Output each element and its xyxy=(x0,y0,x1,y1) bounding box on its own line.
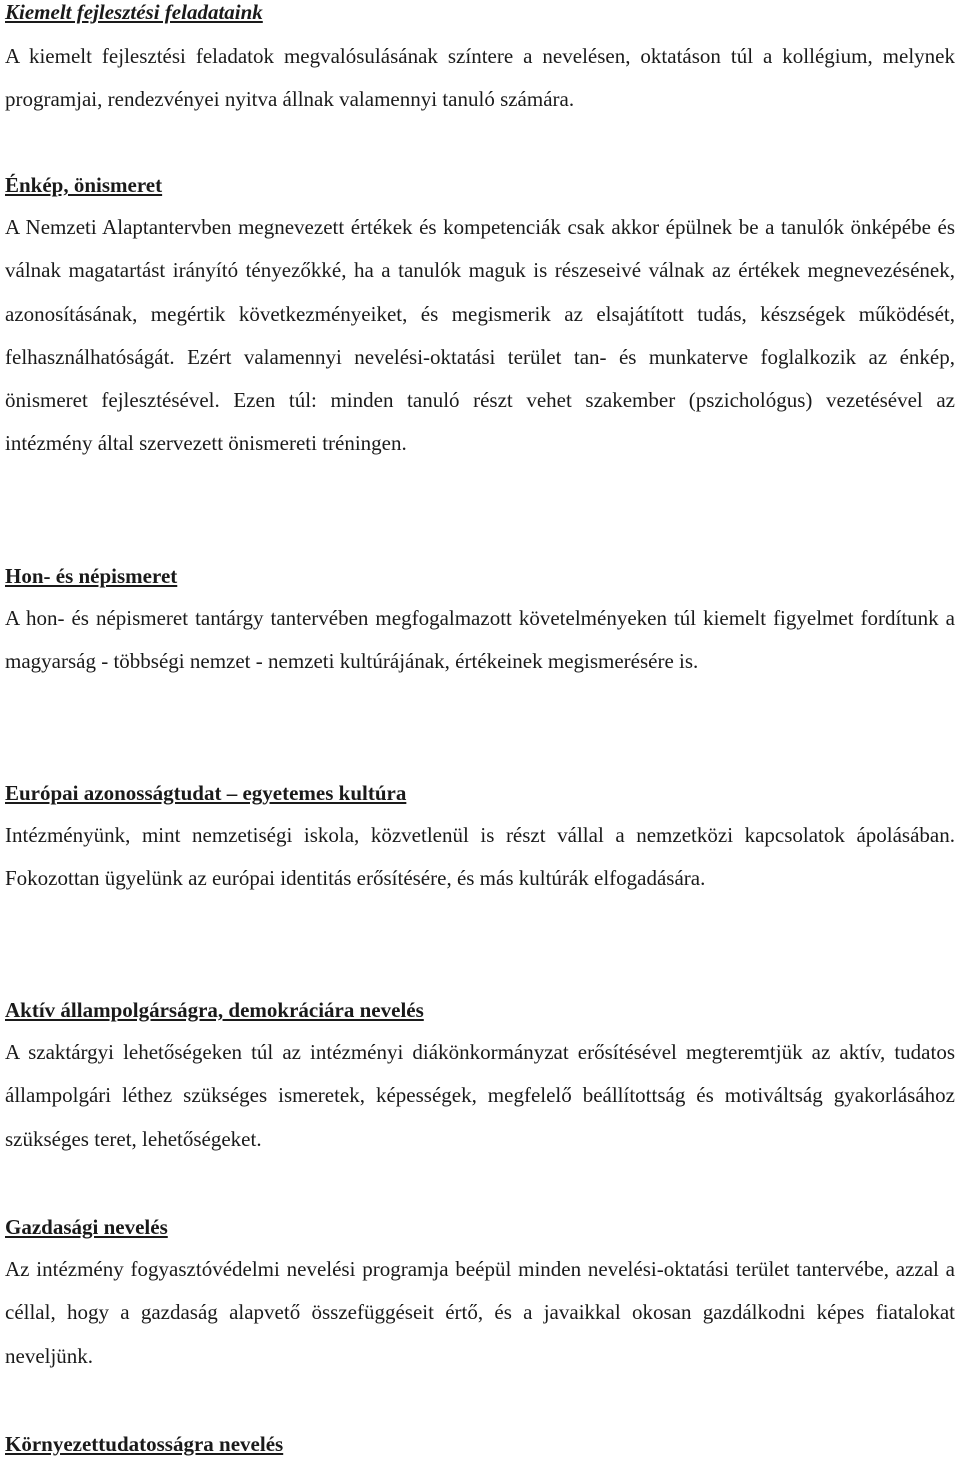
section-heading: Európai azonosságtudat – egyetemes kultúra xyxy=(5,781,407,805)
section-paragraph: Intézményünk, mint nemzetiségi iskola, közvetlenül is részt vállal a nemzetközi kapcsolatok ápolásában. Fokozottan ügyelünk az európai identitás erősítésére, és más kultúrák elfogadására. xyxy=(5,823,955,891)
document-title: Kiemelt fejlesztési feladataink xyxy=(5,0,263,24)
section-heading: Énkép, önismeret xyxy=(5,173,163,197)
section-heading: Gazdasági nevelés xyxy=(5,1215,168,1239)
section-self-image xyxy=(5,170,955,466)
section-european xyxy=(5,778,955,901)
section-homeland xyxy=(5,561,955,684)
section-paragraph: A szaktárgyi lehetőségeken túl az intézményi diákönkormányzat erősítésével megteremtjük az aktív, tudatos állampolgári léthez szükséges ismeretek, képességek, megfelelő beállítottság és motiváltság gyakorlásához szükséges teret, lehetőségeket. xyxy=(5,1040,955,1151)
section-economic xyxy=(5,1212,955,1378)
section-paragraph: A Nemzeti Alaptantervben megnevezett értékek és kompetenciák csak akkor épülnek be a tanulók önképébe és válnak magatartást irányító tényezőkké, ha a tanulók maguk is részeseivé válnak az értékek megnevezésének, azonosításának, megértik következményeiket, és megismerik az elsajátított tudás, készségek működését, felhasználhatóságát. Ezért valamennyi nevelési-oktatási terület tan- és munkaterve foglalkozik az énkép, önismeret fejlesztésével. Ezen túl: minden tanuló részt vehet szakember (pszichológus) vezetésével az intézmény által szervezett önismereti tréningen. xyxy=(5,215,955,456)
intro-section xyxy=(5,0,955,122)
section-paragraph: A hon- és népismeret tantárgy tantervében megfogalmazott követelményeken túl kiemelt figyelmet fordítunk a magyarság - többségi nemzet - nemzeti kultúrájának, értékeinek megismerésére is. xyxy=(5,606,955,674)
section-heading: Hon- és népismeret xyxy=(5,564,178,588)
section-heading: Aktív állampolgárságra, demokráciára nevelés xyxy=(5,998,424,1022)
section-citizenship xyxy=(5,995,955,1161)
section-paragraph: Az intézmény fogyasztóvédelmi nevelési programja beépül minden nevelési-oktatási terület tantervébe, azzal a céllal, hogy a gazdaság alapvető összefüggéseit értő, és a javaikkal okosan gazdálkodni képes fiatalokat neveljünk. xyxy=(5,1257,955,1368)
intro-paragraph: A kiemelt fejlesztési feladatok megvalósulásának színtere a nevelésen, oktatáson túl a kollégium, melynek programjai, rendezvényei nyitva állnak valamennyi tanuló számára. xyxy=(5,44,955,112)
section-heading: Környezettudatosságra nevelés xyxy=(5,1432,284,1456)
